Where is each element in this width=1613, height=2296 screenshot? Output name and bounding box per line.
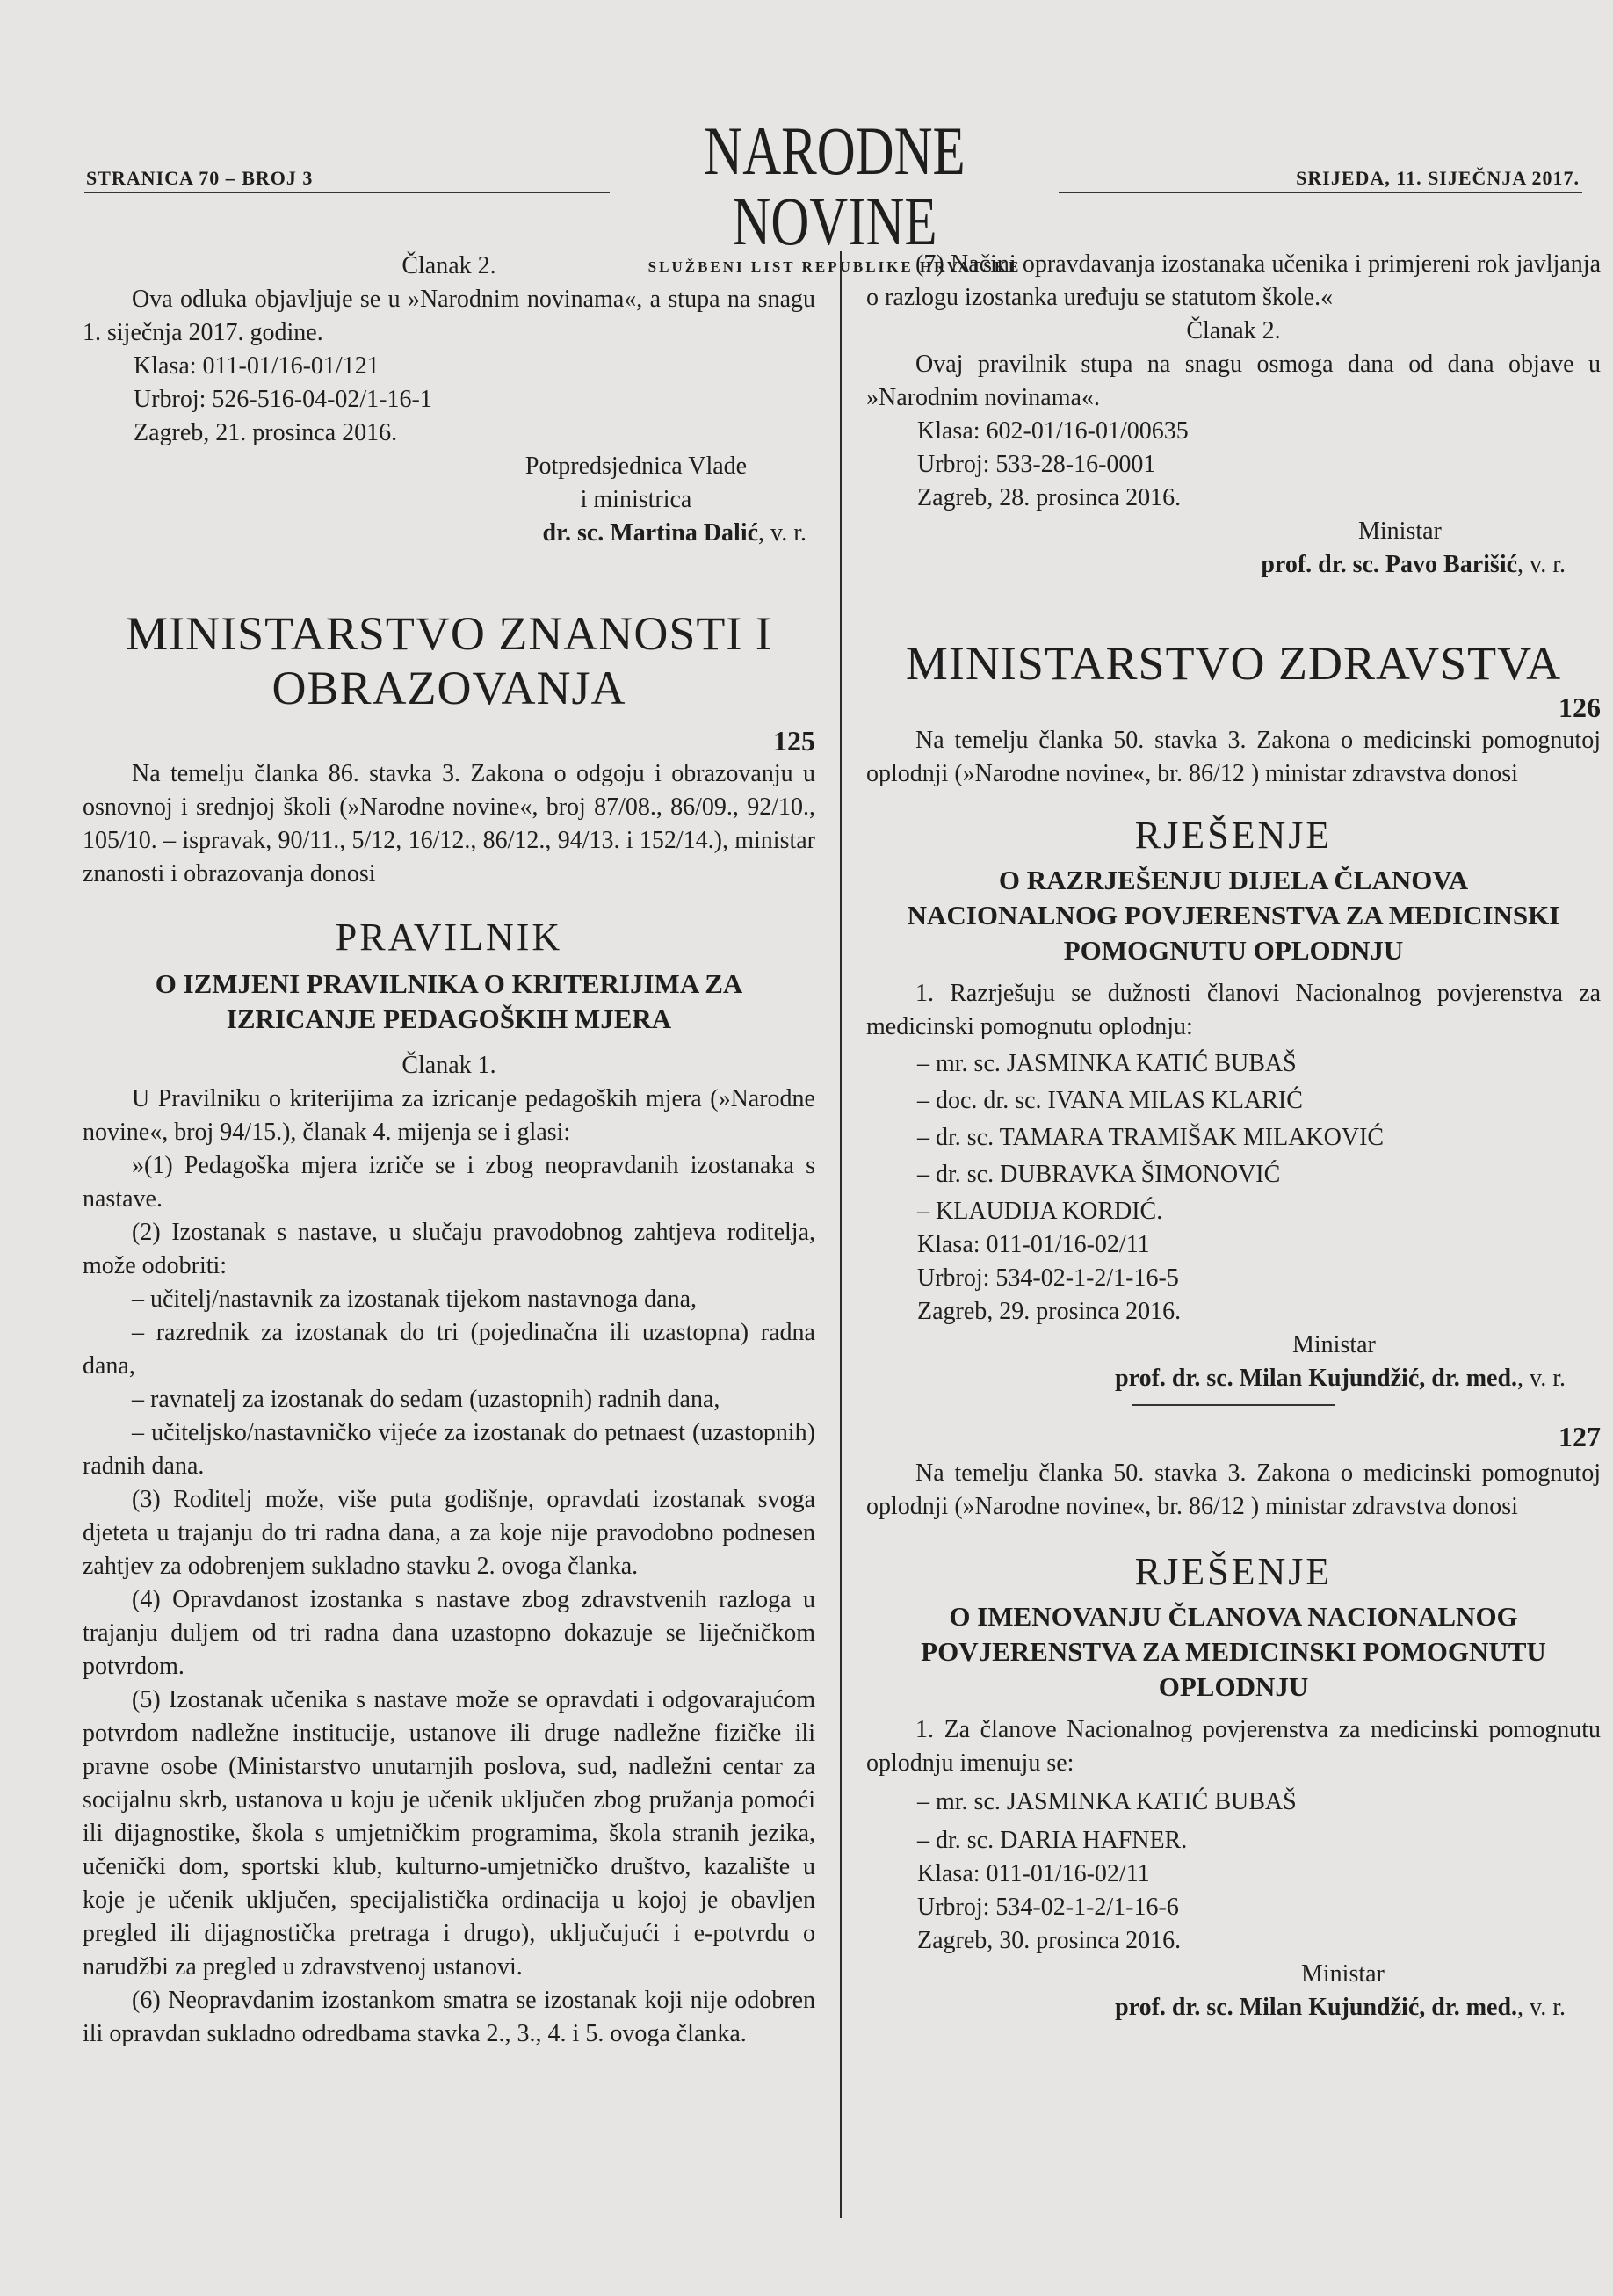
right-column: [866, 248, 1601, 2024]
ministry-line: MINISTARSTVO ZNANOSTI I: [126, 607, 772, 660]
document-type: RJEŠENJE: [1134, 1550, 1333, 1593]
masthead-subtitle: SLUŽBENI LIST REPUBLIKE HRVATSKE: [647, 258, 1022, 275]
klasa: Klasa: 602-01/16-01/00635: [917, 417, 1189, 445]
paragraph: »(1) Pedagoška mjera izriče se i zbog neopravdanih izostanaka s nastave.: [83, 1152, 815, 1213]
signature-line: [866, 1991, 1601, 2024]
date-line: Zagreb, 21. prosinca 2016.: [134, 419, 398, 446]
document-type: RJEŠENJE: [1134, 814, 1333, 857]
document-number: 126: [1559, 692, 1601, 723]
ministry-heading: MINISTARSTVO ZDRAVSTVA: [905, 637, 1562, 690]
paragraph: (6) Neopravdanim izostankom smatra se izostanak koji nije odobren ili opravdan sukladno odredbama stavka 2., 3., 4. i 5. ovoga članka.: [83, 1987, 815, 2047]
signature-suffix: , v. r.: [1517, 1994, 1566, 2021]
document-subtitle: IZRICANJE PEDAGOŠKIH MJERA: [226, 1003, 672, 1034]
date-line: Zagreb, 29. prosinca 2016.: [917, 1298, 1182, 1325]
header-rule-right: [1059, 192, 1582, 193]
list-item: – mr. sc. JASMINKA KATIĆ BUBAŠ: [917, 1788, 1297, 1815]
ministry-line: OBRAZOVANJA: [271, 662, 626, 714]
document-subtitle: [866, 863, 1601, 968]
document-type: PRAVILNIK: [335, 916, 563, 959]
paragraph: Ovaj pravilnik stupa na snagu osmoga dana od dana objave u »Narodnim novinama«.: [866, 351, 1601, 411]
klasa: Klasa: 011-01/16-02/11: [917, 1231, 1150, 1258]
document-number: 125: [773, 725, 815, 757]
document-subtitle-line: O IMENOVANJU ČLANOVA NACIONALNOG: [949, 1601, 1518, 1632]
signature-name: prof. dr. sc. Pavo Barišić: [1261, 551, 1518, 578]
paragraph: (7) Načini opravdavanja izostanaka učenika i primjereni rok javljanja o razlogu izostanka uređuju se statutom škole.«: [866, 250, 1601, 311]
list-item: – KLAUDIJA KORDIĆ.: [917, 1198, 1163, 1225]
urbroj: Urbroj: 534-02-1-2/1-16-5: [917, 1264, 1179, 1292]
paragraph: Ova odluka objavljuje se u »Narodnim novinama«, a stupa na snagu 1. siječnja 2017. godine.: [83, 286, 815, 346]
list-item: – razrednik za izostanak do tri (pojedinačna ili uzastopna) radna dana,: [83, 1319, 815, 1380]
paragraph: (5) Izostanak učenika s nastave može se opravdati i odgovarajućom potvrdom nadležne institucije, ustanove ili druge nadležne fizičke ili pravne osobe (Ministarstvo unutarnjih poslova, sud, nadležni centar za socijalnu skrb, ustanova u koju je učenik uključen zbog pružanja pomoći ili dijagnostike, škola s umjetničkim programima, škola stranih jezika, učenički dom, sportski klub, kulturno-umjetničko društvo, kazalište u koje je učenik uključen, specijalistička ordinacija u kojoj je obavljen pregled ili dijagnostička pretraga i drugo), uključujući i e-potvrdu o narudžbi za pregled u zdravstvenoj ustanovi.: [83, 1686, 815, 1981]
list-item: – doc. dr. sc. IVANA MILAS KLARIĆ: [917, 1087, 1303, 1114]
document-subtitle: O IZMJENI PRAVILNIKA O KRITERIJIMA ZA: [155, 968, 743, 999]
list-item: – učitelj/nastavnik za izostanak tijekom nastavnoga dana,: [132, 1286, 698, 1313]
paragraph: (2) Izostanak s nastave, u slučaju pravodobnog zahtjeva roditelja, može odobriti:: [83, 1219, 815, 1279]
signature-name: dr. sc. Martina Dalić: [542, 519, 759, 547]
urbroj: Urbroj: 526-516-04-02/1-16-1: [134, 386, 432, 413]
masthead-title: NARODNE NOVINE: [704, 112, 966, 259]
date-line: Zagreb, 28. prosinca 2016.: [917, 484, 1182, 511]
document-subtitle: [866, 1599, 1601, 1705]
klasa: Klasa: 011-01/16-02/11: [917, 1860, 1150, 1887]
issue-date: SRIJEDA, 11. SIJEČNJA 2017.: [1296, 167, 1580, 189]
page-number: STRANICA 70 – BROJ 3: [86, 167, 314, 189]
list-item: – mr. sc. JASMINKA KATIĆ BUBAŠ: [917, 1050, 1297, 1077]
signature-line: [83, 517, 815, 550]
article-heading: Članak 2.: [1186, 317, 1281, 344]
signature-title: i ministrica: [580, 486, 692, 513]
list-item: – dr. sc. DARIA HAFNER.: [917, 1827, 1188, 1854]
list-item: – učiteljsko/nastavničko vijeće za izostanak do petnaest (uzastopnih) radnih dana.: [83, 1419, 815, 1480]
article-heading: Članak 2.: [401, 252, 496, 279]
document-subtitle-line: POVJERENSTVA ZA MEDICINSKI POMOGNUTU: [921, 1636, 1546, 1667]
signature-title: Ministar: [1358, 518, 1442, 545]
signature-line: [866, 548, 1601, 582]
urbroj: Urbroj: 533-28-16-0001: [917, 451, 1156, 478]
paragraph: (3) Roditelj može, više puta godišnje, opravdati izostanak svoga djeteta u trajanju do tri radna dana, a za koje nije pravodobno podnesen zahtjev za odobrenjem sukladno stavku 2. ovoga članka.: [83, 1486, 815, 1580]
document-number: 127: [1559, 1421, 1601, 1452]
date-line: Zagreb, 30. prosinca 2016.: [917, 1927, 1182, 1954]
paragraph: (4) Opravdanost izostanka s nastave zbog zdravstvenih razloga u trajanju duljem od tri radna dana uzastopno dokazuje se liječničkom potvrdom.: [83, 1586, 815, 1680]
paragraph: 1. Razrješuju se dužnosti članovi Nacionalnog povjerenstva za medicinski pomognutu oplodnju:: [866, 980, 1601, 1040]
signature-suffix: , v. r.: [1517, 551, 1566, 578]
klasa: Klasa: 011-01/16-01/121: [134, 352, 380, 380]
article-heading: Članak 1.: [401, 1052, 496, 1079]
signature-title: Ministar: [1301, 1960, 1385, 1988]
signature-title: Ministar: [1292, 1331, 1376, 1358]
header-rule-left: [84, 192, 610, 193]
signature-title: Potpredsjednica Vlade: [524, 453, 748, 480]
signature-name: prof. dr. sc. Milan Kujundžić, dr. med.: [1115, 1994, 1518, 2021]
paragraph: 1. Za članove Nacionalnog povjerenstva za medicinski pomognutu oplodnju imenuju se:: [866, 1716, 1601, 1777]
document-subtitle-line: NACIONALNOG POVJERENSTVA ZA MEDICINSKI: [907, 900, 1560, 931]
urbroj: Urbroj: 534-02-1-2/1-16-6: [917, 1894, 1179, 1921]
signature-suffix: , v. r.: [1517, 1365, 1566, 1392]
document-subtitle-line: POMOGNUTU OPLODNJU: [1063, 935, 1404, 966]
ministry-heading: [83, 606, 815, 715]
intro-paragraph: Na temelju članka 50. stavka 3. Zakona o medicinski pomognutoj oplodnji (»Narodne novine«, br. 86/12 ) ministar zdravstva donosi: [866, 727, 1601, 787]
intro-paragraph: Na temelju članka 50. stavka 3. Zakona o medicinski pomognutoj oplodnji (»Narodne novine«, br. 86/12 ) ministar zdravstva donosi: [866, 1459, 1601, 1520]
document-subtitle-line: OPLODNJU: [1158, 1671, 1309, 1702]
signature-name: prof. dr. sc. Milan Kujundžić, dr. med.: [1115, 1365, 1518, 1392]
signature-suffix: , v. r.: [758, 519, 806, 547]
paragraph: U Pravilniku o kriterijima za izricanje pedagoških mjera (»Narodne novine«, broj 94/15.), članak 4. mijenja se i glasi:: [83, 1085, 815, 1146]
signature-line: [866, 1362, 1601, 1395]
list-item: – ravnatelj za izostanak do sedam (uzastopnih) radnih dana,: [132, 1386, 720, 1413]
list-item: – dr. sc. DUBRAVKA ŠIMONOVIĆ: [917, 1161, 1281, 1188]
intro-paragraph: Na temelju članka 86. stavka 3. Zakona o odgoju i obrazovanju u osnovnoj i srednjoj školi (»Narodne novine«, broj 87/08., 86/09., 92/10., 105/10. – ispravak, 90/11., 5/12, 16/12., 86/12., 94/13. i 152/14.), ministar znanosti i obrazovanja donosi: [83, 760, 815, 887]
column-divider: [840, 251, 842, 2218]
left-column: [83, 248, 815, 2051]
signature-block: [83, 450, 777, 517]
list-item: – dr. sc. TAMARA TRAMIŠAK MILAKOVIĆ: [917, 1124, 1385, 1151]
document-subtitle-line: O RAZRJEŠENJU DIJELA ČLANOVA: [998, 865, 1469, 895]
section-separator: [1132, 1404, 1335, 1406]
